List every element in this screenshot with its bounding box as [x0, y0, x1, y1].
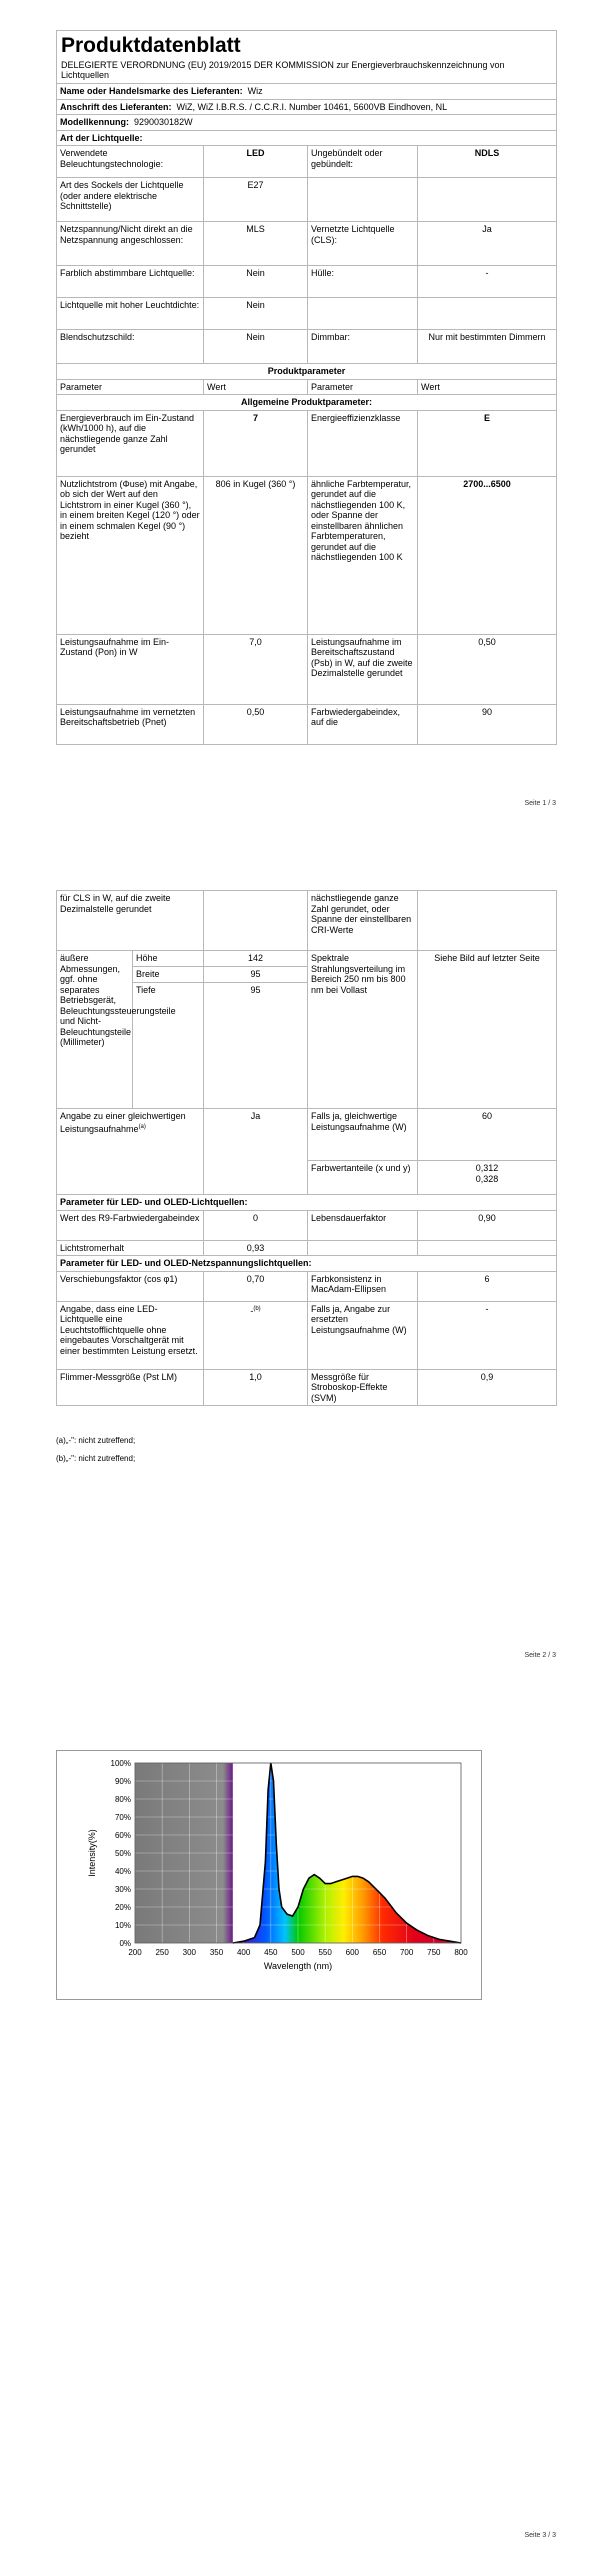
regulation-subtitle: DELEGIERTE VERORDNUNG (EU) 2019/2015 DER KOMMISSION zur Energieverbrauchskennzeichnung von Lichtquellen: [61, 60, 505, 80]
empty-cell: [418, 298, 557, 330]
led-replacement-label: Angabe, dass eine LED-Lichtquelle eine Leuchtstofflichtquelle ohne eingebautes Vorschaltgerät mit einer bestimmten Leistung ersetzt.: [57, 1301, 204, 1369]
directional-value: NDLS: [418, 146, 557, 178]
general-params-heading: Allgemeine Produktparameter:: [57, 395, 557, 411]
y-tick-label: 0%: [119, 1939, 131, 1948]
empty-cell: [418, 891, 557, 951]
height-label: Höhe: [133, 951, 204, 967]
cct-label: ähnliche Farbtemperatur, gerundet auf die nächstliegenden 100 K, oder Spanne der einstellbaren ähnlichen Farbtemperaturen, gerundet auf die nächstliegenden 100 K: [308, 476, 418, 634]
col-header-value: Wert: [204, 379, 308, 395]
empty-cell: [418, 178, 557, 222]
supplier-address-row: [57, 99, 557, 115]
equivalent-power-claim-label: [57, 1109, 204, 1195]
high-luminance-label: Lichtquelle mit hoher Leuchtdichte:: [57, 298, 204, 330]
depth-value: 95: [204, 983, 308, 1109]
dimmable-value: Nur mit bestimmten Dimmern: [418, 330, 557, 364]
page-title: Produktdatenblatt: [61, 34, 241, 57]
x-tick-label: 750: [427, 1948, 441, 1957]
footnote-b: (b)„-": nicht zutreffend;: [56, 1454, 136, 1463]
height-value: 142: [204, 951, 308, 967]
col-header-value: Wert: [418, 379, 557, 395]
col-header-param: Parameter: [308, 379, 418, 395]
x-tick-label: 400: [236, 1948, 251, 1957]
empty-cell: [308, 178, 418, 222]
flicker-value: 1,0: [204, 1369, 308, 1406]
useful-flux-label: Nutzlichtstrom (Φuse) mit Angabe, ob sich der Wert auf den Lichtstrom in einer Kugel (360 °), in einem breiten Kegel (120 °) oder in einem schmalen Kegel (90 °) bezieht: [57, 476, 204, 634]
useful-flux-value: 806 in Kugel (360 °): [204, 476, 308, 634]
x-tick-label: 200: [128, 1948, 142, 1957]
model-value: 9290030182W: [134, 117, 193, 127]
equivalent-power-claim-value: Ja: [204, 1109, 308, 1195]
page-number: Seite 2 / 3: [524, 1652, 556, 1659]
stroboscopic-value: 0,9: [418, 1369, 557, 1406]
x-tick-label: 700: [399, 1948, 414, 1957]
y-tick-label: 90%: [114, 1777, 131, 1786]
replaced-power-value: -: [418, 1301, 557, 1369]
r9-value: 0: [204, 1210, 308, 1240]
supplier-name-row: [57, 84, 557, 100]
x-tick-label: 350: [209, 1948, 224, 1957]
model-row: [57, 115, 557, 131]
continued-label: für CLS in W, auf die zweite Dezimalstelle gerundet: [57, 891, 204, 951]
tech-label: Verwendete Beleuchtungstechnologie:: [57, 146, 204, 178]
tech-value: LED: [204, 146, 308, 178]
y-tick-label: 60%: [114, 1831, 131, 1840]
empty-cell: [204, 891, 308, 951]
stroboscopic-label: Messgröße für Stroboskop-Effekte (SVM): [308, 1369, 418, 1406]
product-params-heading: Produktparameter: [57, 364, 557, 380]
color-consistency-label: Farbkonsistenz in MacAdam-Ellipsen: [308, 1271, 418, 1301]
flicker-label: Flimmer-Messgröße (Pst LM): [57, 1369, 204, 1406]
y-tick-label: 30%: [114, 1885, 131, 1894]
high-luminance-value: Nein: [204, 298, 308, 330]
empty-cell: [418, 1240, 557, 1256]
depth-label: Tiefe: [133, 983, 204, 1109]
energy-consumption-label: Energieverbrauch im Ein-Zustand (kWh/1000 h), auf die nächstliegende ganze Zahl gerundet: [57, 410, 204, 476]
footnote-marker: (a): [138, 1123, 146, 1130]
spectral-value: Siehe Bild auf letzter Seite: [418, 951, 557, 1109]
anti-glare-value: Nein: [204, 330, 308, 364]
empty-cell: [308, 1240, 418, 1256]
lifetime-factor-value: 0,90: [418, 1210, 557, 1240]
light-source-type-heading: Art der Lichtquelle:: [57, 130, 557, 146]
lifetime-factor-label: Lebensdauerfaktor: [308, 1210, 418, 1240]
x-tick-label: 450: [264, 1948, 278, 1957]
mains-led-params-heading: Parameter für LED- und OLED-Netzspannungslichtquellen:: [57, 1256, 557, 1272]
cls-value: Ja: [418, 222, 557, 266]
page-number: Seite 3 / 3: [524, 2532, 556, 2539]
x-axis-label: Wavelength (nm): [263, 1961, 333, 1971]
supplier-name-label: Name oder Handelsmarke des Lieferanten:: [60, 86, 243, 96]
datasheet-table-page-2: [56, 890, 557, 1406]
flux-maintenance-label: Lichtstromerhalt: [57, 1240, 204, 1256]
led-replacement-value: [204, 1301, 308, 1369]
cls-label: Vernetzte Lichtquelle (CLS):: [308, 222, 418, 266]
equivalent-power-label: Falls ja, gleichwertige Leistungsaufnahme (W): [308, 1109, 418, 1161]
dimmable-label: Dimmbar:: [308, 330, 418, 364]
led-replacement-dash: -: [250, 1305, 254, 1316]
tunable-label: Farblich abstimmbare Lichtquelle:: [57, 266, 204, 298]
directional-label: Ungebündelt oder gebündelt:: [308, 146, 418, 178]
chromaticity-values: [418, 1161, 557, 1195]
socket-value: E27: [204, 178, 308, 222]
cri-value: 90: [418, 704, 557, 744]
x-tick-label: 250: [155, 1948, 169, 1957]
width-label: Breite: [133, 967, 204, 983]
envelope-value: -: [418, 266, 557, 298]
envelope-label: Hülle:: [308, 266, 418, 298]
page-2: [0, 880, 604, 1680]
y-tick-label: 10%: [114, 1921, 131, 1930]
spectrum-chart: [56, 1750, 482, 2000]
col-header-param: Parameter: [57, 379, 204, 395]
x-tick-label: 300: [182, 1948, 197, 1957]
displacement-factor-value: 0,70: [204, 1271, 308, 1301]
color-consistency-value: 6: [418, 1271, 557, 1301]
socket-label: Art des Sockels der Lichtquelle (oder andere elektrische Schnittstelle): [57, 178, 204, 222]
x-tick-label: 650: [372, 1948, 387, 1957]
footnote-marker: (b): [253, 1305, 261, 1312]
efficiency-class-value: E: [418, 410, 557, 476]
page-3: [0, 1720, 604, 2560]
supplier-name-value: Wiz: [247, 86, 263, 96]
networked-standby-label: Leistungsaufnahme im vernetzten Bereitschaftsbetrieb (Pnet): [57, 704, 204, 744]
x-tick-label: 550: [318, 1948, 332, 1957]
y-tick-label: 40%: [114, 1867, 131, 1876]
displacement-factor-label: Verschiebungsfaktor (cos φ1): [57, 1271, 204, 1301]
y-axis-label: Intensity(%): [87, 1829, 97, 1877]
supplier-address-label: Anschrift des Lieferanten:: [60, 101, 172, 112]
dimensions-label: äußere Abmessungen, ggf. ohne separates Betriebsgerät, Beleuchtungssteuerungsteile und Nicht-Beleuchtungsteile (Millimeter): [57, 951, 133, 1109]
equivalent-power-claim-text: Angabe zu einer gleichwertigen Leistungsaufnahme: [60, 1111, 186, 1134]
footnote-a: (a)„-": nicht zutreffend;: [56, 1436, 136, 1445]
equivalent-power-value: 60: [418, 1109, 557, 1161]
tunable-value: Nein: [204, 266, 308, 298]
mains-label: Netzspannung/Nicht direkt an die Netzspannung angeschlossen:: [57, 222, 204, 266]
efficiency-class-label: Energieeffizienzklasse: [308, 410, 418, 476]
cct-value: 2700...6500: [418, 476, 557, 634]
r9-label: Wert des R9-Farbwiedergabeindex: [57, 1210, 204, 1240]
y-tick-label: 80%: [114, 1795, 131, 1804]
y-tick-label: 70%: [114, 1813, 131, 1822]
x-tick-label: 600: [345, 1948, 360, 1957]
x-tick-label: 800: [454, 1948, 468, 1957]
chromaticity-x: 0,312: [475, 1163, 499, 1173]
chromaticity-label: Farbwertanteile (x und y): [308, 1161, 418, 1195]
x-tick-label: 500: [291, 1948, 305, 1957]
spectrum-chart-svg: [57, 1751, 481, 1999]
flux-maintenance-value: 0,93: [204, 1240, 308, 1256]
anti-glare-label: Blendschutzschild:: [57, 330, 204, 364]
standby-power-value: 0,50: [418, 634, 557, 704]
replaced-power-label: Falls ja, Angabe zur ersetzten Leistungsaufnahme (W): [308, 1301, 418, 1369]
mains-value: MLS: [204, 222, 308, 266]
led-params-heading: Parameter für LED- und OLED-Lichtquellen:: [57, 1195, 557, 1211]
networked-standby-value: 0,50: [204, 704, 308, 744]
chromaticity-y: 0,328: [475, 1173, 499, 1184]
energy-consumption-value: 7: [204, 410, 308, 476]
on-mode-power-label: Leistungsaufnahme im Ein-Zustand (Pon) in W: [57, 634, 204, 704]
page-number: Seite 1 / 3: [524, 800, 556, 807]
spectral-label: Spektrale Strahlungsverteilung im Bereich 250 nm bis 800 nm bei Vollast: [308, 951, 418, 1109]
y-tick-label: 20%: [114, 1903, 131, 1912]
width-value: 95: [204, 967, 308, 983]
y-tick-label: 50%: [114, 1849, 131, 1858]
on-mode-power-value: 7,0: [204, 634, 308, 704]
standby-power-label: Leistungsaufnahme im Bereitschaftszustand (Psb) in W, auf die zweite Dezimalstelle gerundet: [308, 634, 418, 704]
continued-label: nächstliegende ganze Zahl gerundet, oder Spanne der einstellbaren CRI-Werte: [308, 891, 418, 951]
page-1: [0, 0, 604, 840]
supplier-address-value: WiZ, WiZ I.B.R.S. / C.C.R.I. Number 10461, 5600VB Eindhoven, NL: [176, 101, 448, 112]
header-cell: [57, 31, 557, 84]
empty-cell: [308, 298, 418, 330]
y-tick-label: 100%: [110, 1759, 131, 1768]
cri-label: Farbwiedergabeindex, auf die: [308, 704, 418, 744]
datasheet-table-page-1: [56, 30, 557, 745]
model-label: Modellkennung:: [60, 117, 129, 127]
